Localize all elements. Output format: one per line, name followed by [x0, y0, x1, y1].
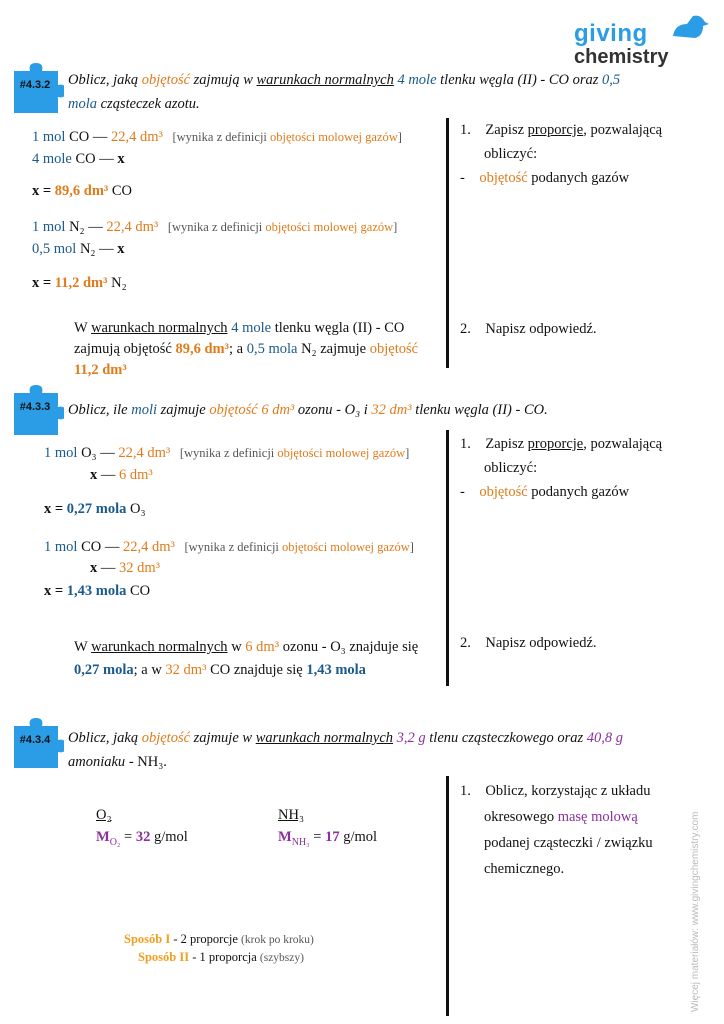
- divider: [446, 776, 449, 1016]
- n2-result: x = 11,2 dm³ N₂: [32, 275, 127, 291]
- task1-step2: 2. Napisz odpowiedź.: [460, 321, 597, 337]
- logo-line1: giving: [574, 20, 648, 47]
- task1-step1: 1. Zapisz proporcje, pozwalającą obliczyć: - objętość podanych gazów: [460, 122, 663, 186]
- co2-proportion-line2: x — 32 dm³: [90, 560, 161, 576]
- task2-step2: 2. Napisz odpowiedź.: [460, 635, 597, 651]
- nh3-heading: NH₃: [278, 807, 304, 823]
- n2-proportion-line1: 1 mol N₂ — 22,4 dm³ [wynika z definicji objętości molowej gazów]: [32, 219, 398, 235]
- logo-line2: chemistry: [574, 46, 669, 68]
- o3-result: x = 0,27 mola O₃: [44, 501, 146, 517]
- co2-result: x = 1,43 mola CO: [44, 583, 151, 599]
- co-proportion-line2: 4 mole CO — x: [32, 151, 125, 167]
- task2-answer: W warunkach normalnych w 6 dm³ ozonu - O₃ znajduje się 0,27 mola; a w 32 dm³ CO znajduje się 1,43 mola: [74, 639, 419, 678]
- method2: Sposób II - 1 proporcja (szybszy): [138, 950, 304, 964]
- giving-chemistry-logo: [569, 10, 714, 70]
- o3-proportion-line1: 1 mol O₃ — 22,4 dm³ [wynika z definicji objętości molowej gazów]: [44, 445, 410, 461]
- task-number: #4.3.4: [19, 734, 51, 746]
- task-badge: [10, 718, 60, 768]
- co-result: x = 89,6 dm³ CO: [32, 183, 133, 199]
- n2-proportion-line2: 0,5 mol N₂ — x: [32, 241, 125, 257]
- nh3-molar-mass: $M_{NH_3} = 17$ g/mol: [278, 829, 378, 848]
- task-badge: [10, 63, 60, 113]
- task2-question: Oblicz, ile moli zajmuje objętość 6 dm³ ozonu - O₃ i 32 dm³ tlenku węgla (II) - CO.: [68, 402, 548, 418]
- side-note: Więcej materiałów: www.givingchemistry.com: [690, 811, 701, 1012]
- o2-heading: O₂: [96, 807, 112, 823]
- task3-step1: 1. Oblicz, korzystając z układu okresowego masę molową podanej cząsteczki / związku chemicznego.: [460, 783, 653, 877]
- task2-step1: 1. Zapisz proporcje, pozwalającą obliczyć: - objętość podanych gazów: [460, 436, 663, 500]
- co2-proportion-line1: 1 mol CO — 22,4 dm³ [wynika z definicji objętości molowej gazów]: [44, 539, 414, 555]
- duck-icon: [667, 12, 713, 42]
- task1-question: Oblicz, jaką objętość zajmują w warunkach normalnych 4 mole tlenku węgla (II) - CO oraz 0,5 mola cząsteczek azotu.: [68, 72, 621, 112]
- task3-question: Oblicz, jaką objętość zajmuje w warunkach normalnych 3,2 g tlenu cząsteczkowego oraz 40,8 g amoniaku - NH₃.: [68, 730, 623, 770]
- task-badge: [10, 385, 60, 435]
- o3-proportion-line2: x — 6 dm³: [90, 467, 153, 483]
- task-number: #4.3.2: [19, 79, 51, 91]
- o2-molar-mass: $M_{O_2} = 32$ g/mol: [96, 829, 188, 848]
- co-proportion-line1: 1 mol CO — 22,4 dm³ [wynika z definicji objętości molowej gazów]: [32, 129, 402, 145]
- task1-answer: W warunkach normalnych 4 mole tlenku węgla (II) - CO zajmują objętość 89,6 dm³; a 0,5 mola N₂ zajmuje objętość 11,2 dm³: [74, 320, 419, 378]
- divider: [446, 430, 449, 686]
- divider: [446, 118, 449, 368]
- task-number: #4.3.3: [19, 401, 51, 413]
- method1: Sposób I - 2 proporcje (krok po kroku): [124, 932, 314, 946]
